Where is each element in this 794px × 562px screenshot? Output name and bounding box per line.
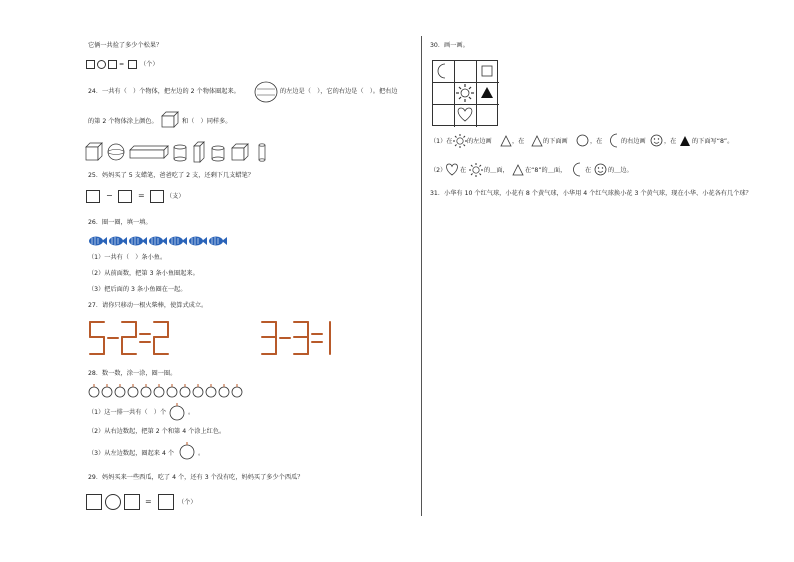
q28-item-2: （2）从右边数起，把第 2 个和第 4 个涂上红色。 xyxy=(88,428,226,435)
apple-icon xyxy=(141,387,151,397)
q29-operator-circle[interactable] xyxy=(105,494,121,510)
q26-item-2: （2）从前面数，把第 3 条小鱼圈起来。 xyxy=(88,270,199,277)
q30-line1-c: ，在 xyxy=(512,138,525,145)
q30-line1-g: ，在 xyxy=(664,138,677,145)
sphere-icon xyxy=(108,144,124,160)
q25-box-2[interactable] xyxy=(118,190,132,203)
triangle-outline-icon xyxy=(531,135,543,147)
triangle-outline-icon xyxy=(512,164,524,176)
q26-item-1: （1）一共有（ ）条小鱼。 xyxy=(88,254,167,261)
cube-icon xyxy=(160,110,180,128)
sun-icon xyxy=(453,134,467,148)
q30-line2-d: 在“8”的＿面， xyxy=(525,167,567,174)
q26-title: 26．圈一圈，填一填。 xyxy=(88,219,152,226)
q23-operator-circle[interactable] xyxy=(97,60,106,69)
heart-icon xyxy=(458,108,472,121)
q25-question: 25．妈妈买了 5 支蜡笔，爸爸吃了 2 支，还剩下几支蜡笔？ xyxy=(88,172,254,179)
q24-shape-row xyxy=(84,142,274,164)
apple-icon xyxy=(154,387,164,397)
apple-icon xyxy=(128,387,138,397)
q23-answer-box-2[interactable] xyxy=(108,60,117,69)
moon-icon xyxy=(571,162,584,177)
q28-apple-row xyxy=(88,383,248,399)
q24-line1: 24．一共有（ ）个物体，把左边的 2 个物体圈起来。 xyxy=(88,88,240,95)
q25-unit: （支） xyxy=(166,193,185,200)
q25-box-1[interactable] xyxy=(86,190,100,203)
ball-icon xyxy=(254,80,278,104)
smiley-icon xyxy=(594,163,607,176)
q23-unit: （个） xyxy=(140,61,159,68)
apple-icon xyxy=(102,387,112,397)
triangle-icon xyxy=(679,135,691,147)
q28-item-1: （1）这一排一共有（ ）个 xyxy=(88,409,167,416)
q25-minus: − xyxy=(106,191,113,200)
q30-line2-f: 的＿边。 xyxy=(608,167,633,174)
apple-icon xyxy=(89,387,99,397)
q30-line1-h: 的下面写“8”。 xyxy=(692,138,734,145)
q24-line2b: 和（ ）同样多。 xyxy=(182,118,232,125)
triangle-icon xyxy=(481,87,493,98)
cylinder-icon xyxy=(212,146,224,161)
apple-icon xyxy=(115,387,125,397)
q30-line2-e: 在 xyxy=(585,167,592,174)
q29-title: 29．妈妈买来一些西瓜，吃了 4 个，还有 3 个没有吃，妈妈买了多少个西瓜？ xyxy=(88,474,304,481)
moon-icon xyxy=(608,133,621,148)
q29-result-box[interactable] xyxy=(158,494,174,510)
q30-title: 30．画一画。 xyxy=(430,42,469,49)
cuboid-icon xyxy=(194,142,204,162)
q30-line1-d: 的下面画 xyxy=(543,138,568,145)
q30-line1-b: 的左边画 xyxy=(467,138,492,145)
cuboid-icon xyxy=(130,146,168,158)
q25-equals: = xyxy=(138,191,145,200)
apple-icon xyxy=(206,387,216,397)
q31-question: 31．小华有 10 个红气球，小花有 8 个黄气球，小华用 4 个红气球换小花 3 个黄气球，现在小华、小花各有几个球？ xyxy=(430,190,752,197)
q29-box-1[interactable] xyxy=(86,494,102,510)
cube-icon xyxy=(232,144,248,160)
q23-result-box[interactable] xyxy=(128,60,137,69)
apple-icon xyxy=(178,442,196,460)
q23-equals: = xyxy=(119,61,125,68)
sun-icon xyxy=(456,84,474,102)
cylinder-icon xyxy=(174,145,186,161)
q24-line2a: 的第 2 个物体涂上颜色。 xyxy=(88,118,158,125)
q30-line1-a: （1）在 xyxy=(430,138,453,145)
apple-icon xyxy=(167,387,177,397)
smiley-icon xyxy=(650,134,663,147)
q30-line2-c: 的＿面， xyxy=(484,167,509,174)
q30-line2-a: （2） xyxy=(430,167,447,174)
circle-icon xyxy=(576,134,589,147)
q29-unit: （个） xyxy=(178,499,197,506)
sun-icon xyxy=(469,163,483,177)
q28-title: 28．数一数，涂一涂，圈一圈。 xyxy=(88,370,177,377)
q23-question: 它俩一共捡了多少个松果？ xyxy=(88,42,163,49)
q30-line2-b: 在 xyxy=(460,167,467,174)
q27-matchstick-equation-2 xyxy=(260,320,340,358)
triangle-outline-icon xyxy=(500,135,512,147)
apple-icon xyxy=(180,387,190,397)
q28-item-3: （3）从左边数起，圈起来 4 个 xyxy=(88,450,175,457)
q25-result-box[interactable] xyxy=(150,190,164,203)
q29-box-2[interactable] xyxy=(124,494,140,510)
q29-equals: = xyxy=(145,497,152,506)
q26-item-3: （3）把后面的 3 条小鱼圈在一起。 xyxy=(88,286,187,293)
q26-fish-row xyxy=(88,235,228,247)
moon-icon xyxy=(438,64,445,78)
apple-icon xyxy=(193,387,203,397)
q27-title: 27．请你只移动一根火柴棒，使算式成立。 xyxy=(88,302,208,309)
apple-icon xyxy=(219,387,229,397)
q23-answer-box-1[interactable] xyxy=(86,60,95,69)
apple-icon xyxy=(232,387,242,397)
heart-icon xyxy=(445,162,459,176)
apple-icon xyxy=(168,403,186,421)
q30-line1-e: ，在 xyxy=(590,138,603,145)
q27-matchstick-equation-1 xyxy=(88,320,170,358)
q30-line1-f: 的右边画 xyxy=(621,138,646,145)
q24-line1b: 的左边是（ ），它的右边是（ ）。把右边 xyxy=(280,88,398,95)
cube-icon xyxy=(86,143,102,160)
column-divider xyxy=(421,36,422,516)
cylinder-icon xyxy=(259,144,265,161)
q30-grid-icons xyxy=(432,60,498,126)
square-icon xyxy=(482,66,492,76)
